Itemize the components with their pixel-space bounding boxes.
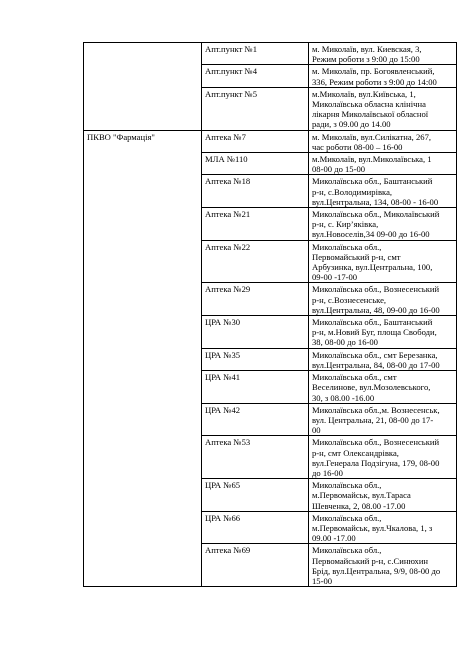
address-line: 00 bbox=[312, 425, 321, 436]
address-line: вул. Центральна, 21, 08-00 до 17- bbox=[312, 414, 434, 425]
pharmacy-name-cell: МЛА №110 bbox=[202, 153, 309, 175]
pharmacy-name-cell: Аптека №53 bbox=[202, 436, 309, 479]
address-cell bbox=[309, 240, 457, 283]
address-line: Миколаївська обл., Вознесенський bbox=[312, 284, 440, 295]
address-line: р-н, с.Володимирівка, bbox=[312, 186, 393, 197]
pharmacy-name-cell: Аптека №7 bbox=[202, 130, 309, 152]
address-line: Веселинове, вул.Мозолевського, bbox=[312, 382, 431, 393]
address-cell bbox=[309, 371, 457, 404]
address-cell bbox=[309, 544, 457, 587]
address-cell bbox=[309, 316, 457, 349]
address-line: Шевченка, 2, 08.00 -17.00 bbox=[312, 500, 406, 511]
organization-cell bbox=[84, 43, 202, 131]
address-cell bbox=[309, 403, 457, 436]
pharmacy-name-cell: ЦРА №41 bbox=[202, 371, 309, 404]
pharmacy-name-cell: Аптека №69 bbox=[202, 544, 309, 587]
address-line: Первомайський р-н, с.Синюхин bbox=[312, 555, 429, 566]
address-cell bbox=[309, 283, 457, 316]
address-cell bbox=[309, 175, 457, 208]
pharmacy-table-body bbox=[84, 43, 457, 587]
address-line: Миколаївська обл., смт bbox=[312, 372, 397, 383]
address-line: Миколаївська обл., bbox=[312, 512, 382, 523]
address-line: час роботи 08-00 – 16-00 bbox=[312, 141, 403, 152]
address-line: Миколаївська обл., Баштанський bbox=[312, 317, 433, 328]
address-line: вул.Новоселів,34 09-00 до 16-00 bbox=[312, 229, 430, 240]
pharmacy-name-cell: Апт.пункт №5 bbox=[202, 87, 309, 130]
address-line: Миколаївська обл., Вознесенський bbox=[312, 437, 440, 448]
address-cell bbox=[309, 208, 457, 241]
table-row bbox=[84, 130, 457, 152]
address-line: м.Первомайськ, вул.Тараса bbox=[312, 490, 411, 501]
address-line: Миколаївська обл., bbox=[312, 545, 382, 556]
address-line: вул.Генерала Подзігуна, 179, 08-00 bbox=[312, 457, 440, 468]
pharmacy-name-cell: Аптека №29 bbox=[202, 283, 309, 316]
pharmacy-name-cell: Аптека №22 bbox=[202, 240, 309, 283]
address-line: 09.00 -17.00 bbox=[312, 533, 356, 544]
address-line: до 16-00 bbox=[312, 467, 343, 478]
pharmacy-name-cell: Аптека №21 bbox=[202, 208, 309, 241]
address-line: Первомайський р-н, смт bbox=[312, 251, 401, 262]
pharmacy-name-cell: Апт.пункт №1 bbox=[202, 43, 309, 65]
pharmacy-table bbox=[83, 42, 457, 587]
address-cell bbox=[309, 65, 457, 87]
address-line: Миколаївська обл.,м. Вознесенськ, bbox=[312, 404, 440, 415]
address-line: 09-00 -17-00 bbox=[312, 272, 358, 283]
address-line: Миколаївська обласна клінічна bbox=[312, 99, 426, 110]
address-line: м. Миколаїв, пр. Богоявленський, bbox=[312, 66, 435, 77]
address-cell bbox=[309, 153, 457, 175]
address-line: ради, з 09.00 до 14.00 bbox=[312, 119, 391, 130]
pharmacy-name-cell: Аптека №18 bbox=[202, 175, 309, 208]
address-line: 30, з 08.00 -16.00 bbox=[312, 392, 375, 403]
address-line: Миколаївська обл., смт Березанка, bbox=[312, 349, 438, 360]
address-line: Миколаївська обл., bbox=[312, 241, 382, 252]
address-cell bbox=[309, 479, 457, 512]
address-line: вул.Центральна, 48, 09-00 до 16-00 bbox=[312, 304, 440, 315]
address-line: Миколаївська обл., Миколаївський bbox=[312, 209, 440, 220]
table-row bbox=[84, 43, 457, 65]
address-cell bbox=[309, 348, 457, 370]
address-line: Миколаївська обл., Баштанський bbox=[312, 176, 433, 187]
address-line: лікарня Миколаївської обласної bbox=[312, 109, 429, 120]
address-line: р-н, с. Кир’яківка, bbox=[312, 219, 379, 230]
pharmacy-name-cell: ЦРА №30 bbox=[202, 316, 309, 349]
address-line: 38, 08-00 до 16-00 bbox=[312, 337, 378, 348]
pharmacy-name-cell: ЦРА №35 bbox=[202, 348, 309, 370]
pharmacy-name-cell: ЦРА №66 bbox=[202, 511, 309, 544]
address-line: р-н, с.Вознесенське, bbox=[312, 294, 387, 305]
address-line: 08-00 до 15-00 bbox=[312, 164, 366, 175]
address-line: м.Миколаїв, вул.Київська, 1, bbox=[312, 88, 416, 99]
address-line: Брід, вул.Центральна, 9/9, 08-00 до bbox=[312, 565, 441, 576]
address-line: Режим роботи з 9:00 до 15:00 bbox=[312, 54, 420, 65]
address-cell bbox=[309, 511, 457, 544]
pharmacy-name-cell: ЦРА №42 bbox=[202, 403, 309, 436]
address-line: р-н, м.Новий Буг, площа Свободи, bbox=[312, 327, 437, 338]
address-cell bbox=[309, 43, 457, 65]
address-cell bbox=[309, 130, 457, 152]
pharmacy-name-cell: Апт.пункт №4 bbox=[202, 65, 309, 87]
pharmacy-name-cell: ЦРА №65 bbox=[202, 479, 309, 512]
address-cell bbox=[309, 436, 457, 479]
address-line: Миколаївська обл., bbox=[312, 480, 382, 491]
address-line: р-н, смт Олександрівка, bbox=[312, 447, 399, 458]
address-line: 336, Режим роботи з 9:00 до 14:00 bbox=[312, 76, 437, 87]
address-line: Арбузинка, вул.Центральна, 100, bbox=[312, 262, 433, 273]
address-line: 15-00 bbox=[312, 575, 333, 586]
address-line: м.Миколаїв, вул.Миколаївська, 1 bbox=[312, 154, 432, 165]
address-line: м. Миколаїв, вул.Силікатна, 267, bbox=[312, 131, 432, 142]
address-line: вул.Центральна, 84, 08-00 до 17-00 bbox=[312, 359, 440, 370]
address-line: вул.Центральна, 134, 08-00 - 16-00 bbox=[312, 196, 439, 207]
organization-cell: ПКВО "Фармація" bbox=[84, 130, 202, 587]
address-line: м.Первомайськ, вул.Чкалова, 1, з bbox=[312, 522, 433, 533]
address-cell bbox=[309, 87, 457, 130]
address-line: м. Миколаїв, вул. Киевская, 3, bbox=[312, 44, 422, 54]
